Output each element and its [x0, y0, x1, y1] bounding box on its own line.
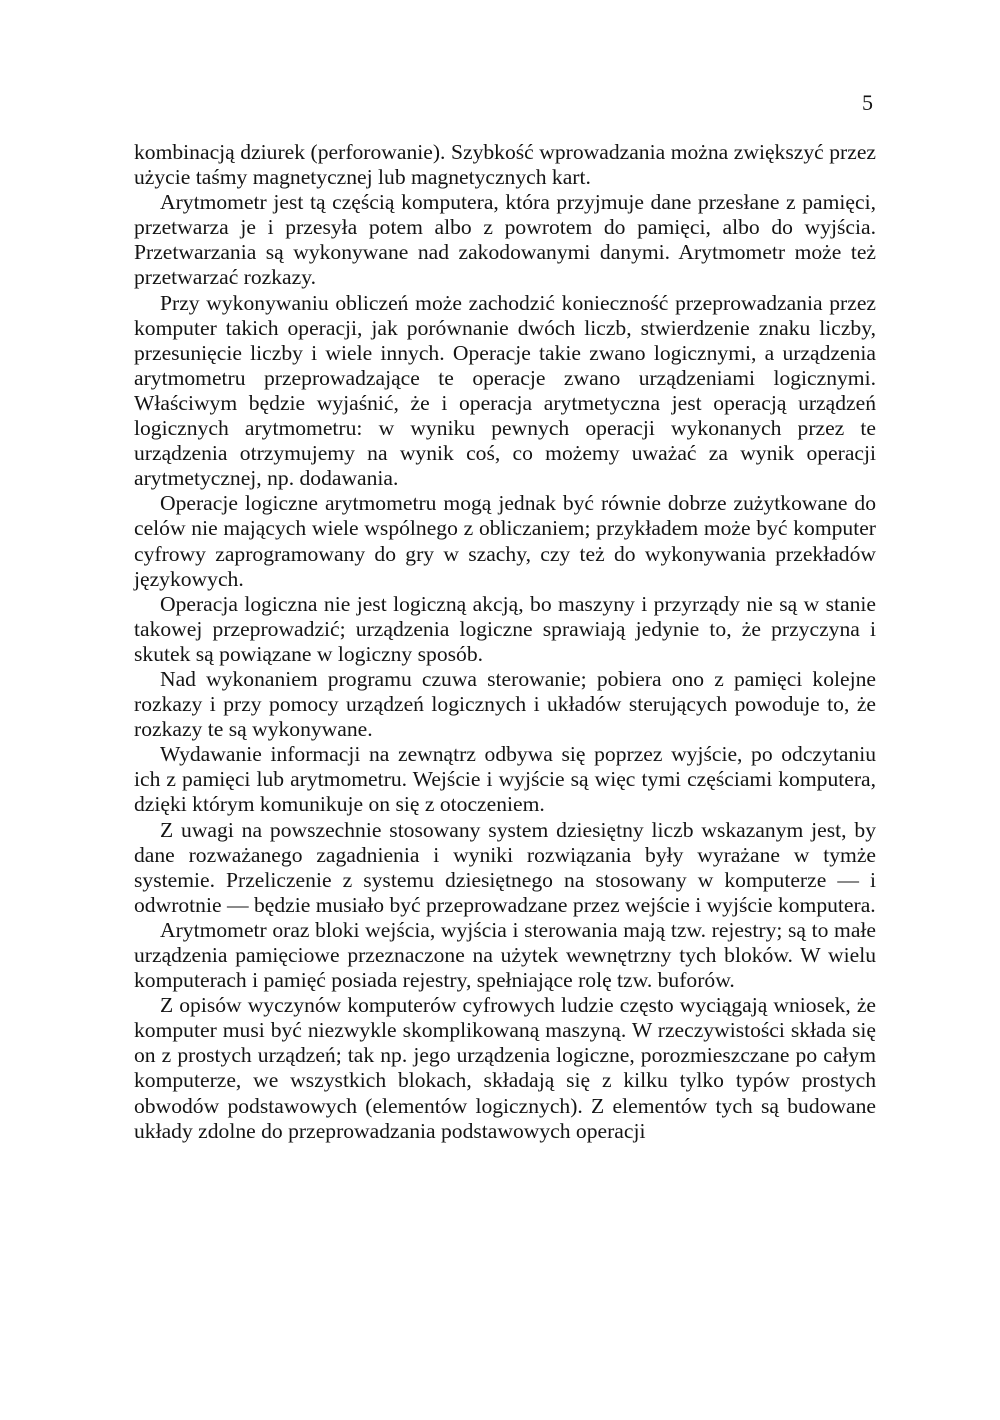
paragraph: Operacja logiczna nie jest logiczną akcją, bo maszyny i przyrządy nie są w stanie takowej przeprowadzić; urządzenia logiczne sprawiają jedynie to, że przyczyna i skutek są powiązane w logiczny sposób.: [134, 591, 876, 666]
paragraph: Wydawanie informacji na zewnątrz odbywa się poprzez wyjście, po odczytaniu ich z pamięci lub arytmometru. Wejście i wyjście są więc tymi częściami komputera, dzięki którym komunikuje on się z otoczeniem.: [134, 742, 876, 817]
paragraph: Arytmometr oraz bloki wejścia, wyjścia i sterowania mają tzw. rejestry; są to małe urządzenia pamięciowe przeznaczone na użytek wewnętrzny tych bloków. W wielu komputerach i pamięć posiada rejestry, spełniające rolę tzw. buforów.: [134, 917, 876, 993]
paragraph: Z uwagi na powszechnie stosowany system dziesiętny liczb wskazanym jest, by dane rozważanego zagadnienia i wyniki rozwiązania były wyrażane w tymże systemie. Przeliczenie z systemu dziesiętnego na stosowany w komputerze — i odwrotnie — będzie musiało być przeprowadzane przez wejście i wyjście komputera.: [134, 817, 876, 917]
paragraph: Nad wykonaniem programu czuwa sterowanie; pobiera ono z pamięci kolejne rozkazy i przy pomocy urządzeń logicznych i układów sterujących powoduje to, że rozkazy te są wykonywane.: [134, 666, 876, 742]
paragraph: Z opisów wyczynów komputerów cyfrowych ludzie często wyciągają wniosek, że komputer musi być niezwykle skomplikowaną maszyną. W rzeczywistości składa się on z prostych urządzeń; tak np. jego urządzenia logiczne, porozmieszczane po całym komputerze, we wszystkich blokach, składają się z kilku tylko typów prostych obwodów podstawowych (elementów logicznych). Z elementów tych są budowane układy zdolne do przeprowadzania podstawowych operacji: [134, 993, 876, 1143]
page-number: 5: [862, 90, 873, 115]
paragraph: Operacje logiczne arytmometru mogą jednak być równie dobrze zużytkowane do celów nie mających wiele wspólnego z obliczaniem; przykładem może być komputer cyfrowy zaprogramowany do gry w szachy, czy też do wykonywania przekładów językowych.: [134, 491, 876, 591]
paragraph: Arytmometr jest tą częścią komputera, która przyjmuje dane przesłane z pamięci, przetwarza je i przesyła potem albo z powrotem do pamięci, albo do wyjścia. Przetwarzania są wykonywane nad zakodowanymi danymi. Arytmometr może też przetwarzać rozkazy.: [134, 190, 876, 290]
body-text: [134, 140, 876, 1144]
paragraph: kombinacją dziurek (perforowanie). Szybkość wprowadzania można zwiększyć przez użycie taśmy magnetycznej lub magnetycznych kart.: [134, 140, 876, 190]
paragraph: Przy wykonywaniu obliczeń może zachodzić konieczność przeprowadzania przez komputer takich operacji, jak porównanie dwóch liczb, stwierdzenie znaku liczby, przesunięcie liczby i wiele innych. Operacje takie zwano logicznymi, a urządzenia arytmometru przeprowadzające te operacje zwano urządzeniami logicznymi. Właściwym będzie wyjaśnić, że i operacja arytmetyczna jest operacją urządzeń logicznych arytmometru: w wyniku pewnych operacji wykonanych przez te urządzenia otrzymujemy na wynik coś, co możemy uważać za wynik operacji arytmetycznej, np. dodawania.: [134, 290, 876, 491]
